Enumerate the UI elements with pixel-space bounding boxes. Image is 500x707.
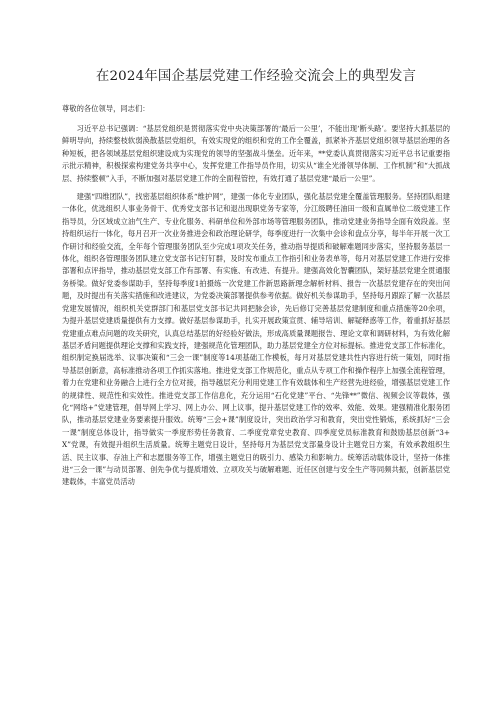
paragraph-2: 建强“四维团队”，找密基层组织体系“维护网”，建强一体化专业团队，强化基层党建全覆盖管理服务。坚持团队组建一体化，优选组织人事业务骨干、优秀党支部书记和退出现职党务专家等，分江级聘任油田一级和直属单位二级党建工作指导员，分区域成立油气生产、专业化服务、科研单位和外部市场等管理服务团队，推动党建业务指导全面有效段盖。坚持组织运行一体化，每月召开一次业务推进会和政治理论研学，每季度进行一次集中会诊和盘点分享，每半年开展一次工作研讨和经验交流，全年每个管理服务团队至少完成1项攻关任务，推动指导提质和破解难题同步落实，坚持服务基层一体化，组织各管理服务团队建立党支部书记钉钉群，及时发布重点工作指引和业务表单等，每月对基层党建工作进行安排部署和点评指导，推动基层党支部工作有部署、有实施、有改进、有提升。建强高效化智囊团队，架好基层党建全贯通服务桥梁。做好党委参谋助手，坚持每季度1拍摄练一次党建工作新思路新理念解析材料、报告一次基层党建存在的突出问题，及时提出有关落实措施和改进建议，为党委决策部署提供参考依据。做好机关参谋助手，坚持每月跟踪了解一次基层党建发展情况，组织机关党群部门和基层党支部书记共同把脉会诊，先后修订完善基层党建制度和重点措施等20余项，为提升基层党建质量提供有力支撑。做好基层参谋助手，扎实开展政策宣贯、辅导培训、解疑释惑等工作，着重抓好基层党建重点难点问题的攻关研究，认真总结基层的好经验好做法，形成高质量课题报告、理论文章和调研材料，为有效化解基层矛盾问题提供理论支撑和实践支持，建强规范化管理团队，助力基层党建全方位对标提标。推进党支部工作标准化，组织制定换届选举、议事决策和“三会一课”制度等14项基础工作模板，每月对基层党建共性内容进行统一策划，同时指导基层创新意，高标准推动各项工作抓实落地。推进党支部工作规范化，重点从专项工作和操作程序上加强全流程管理，着力在党建和业务融合上进行全方位对接，指导越层充分利用党建工作有效载体和生产经营先进经验，增强基层党建工作的规律性、规范性和实效性。推进党支部工作信息化，充分运用“石化党建”平台、“先锋**”微信、视频会议等载体，强化“网络+”党建管理，倡导网上学习、网上办公、网上议事，提升基层党建工作的效率、效能、效果。建强精准化服务团队，推动基层党建业务要素提升服效。统筹“三会+课”制度设计，突出政治学习和教育，突出党性锻炼，系统抓好“三会一课”制度总体设计，指导做实一季度形势任务教育、二季度党章党史教育、四季度党员标准教育和鼓励基层创新“3+X”党课，有效提升组织生活质量。统筹主题党日设计，坚持每月为基层党支部量身设计主题党日方案，有效承教组织生活、民主议事、存油上产和志愿服务等工作，增强主题党日的吸引力、感染力和影响力。统筹活动载体设计，坚持一体推进“三会一课”与动员部署、创先争优与提质增效、立项攻关与破解难题、近任区创建与安全生产等同频共振，创新基层党建载体，丰富党员活动 [62, 192, 450, 487]
document-title: 在2024年国企基层党建工作经验交流会上的典型发言 [95, 69, 417, 84]
salutation: 尊敬的各位领导，同志们： [62, 104, 150, 113]
paragraph-1: 习近平总书记强调：“基层党组织是贯彻落实党中央决策部署的‘最后一公里’，不能出现‘断头路’。要坚持大抓基层的鲜明导向，持续整枝软弱涣散基层党组织，有效实现党的组织和党的工作全覆盖，抓紧补齐基层党组织领导基层治理的各种短板，把各领域基层党组织建设成为实现党的领导的坚强战斗堡垒。近年来，**党委认真贯彻落实习近平总书记重要指示批示精神，积极探索构建党务共享中心，发挥党建工作指导员作用，切实从“谁全光滑领导体制、工作机制”和“大抓战层、持续整顿”入手，不断加强对基层党建工作的全面程管控，有效打通了基层党建“最后一公里”。 [62, 124, 450, 183]
